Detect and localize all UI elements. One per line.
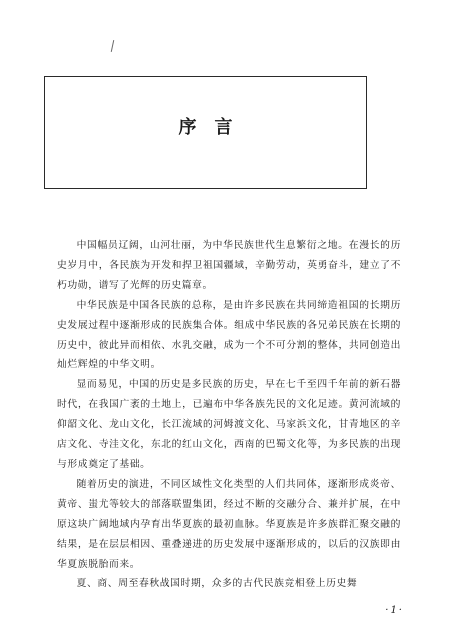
body-text	[57, 236, 401, 594]
paragraph-3: 显而易见，中国的历史是多民族的历史，早在七千至四千年前的新石器时代，在我国广袤的土地上，已遍布中华各族先民的文化足迹。黄河流域的仰韶文化、龙山文化，长江流域的河姆渡文化、马家浜文化，甘青地区的辛店文化、寺洼文化，东北的红山文化，西南的巴蜀文化等，为多民族的出现与形成奠定了基础。	[57, 379, 401, 470]
paragraph-2: 中华民族是中国各民族的总称，是由许多民族在共同缔造祖国的长期历史发展过程中逐渐形成的民族集合体。组成中华民族的各兄弟民族在长期的历史中，彼此异而相依、水乳交融，成为一个不可分割的整体，共同创造出灿烂辉煌的中华文明。	[57, 299, 401, 371]
paragraph-4: 随着历史的演进，不同区域性文化类型的人们共同体，逐渐形成炎帝、黄帝、蚩尤等较大的部落联盟集团，经过不断的交融分合、兼并扩展，在中原这块广阔地域内孕育出华夏族的最初血脉。华夏族是许多族群汇聚交融的结果，是在层层相因、重叠递进的历史发展中逐渐形成的，以后的汉族即由华夏族脱胎而来。	[57, 478, 401, 570]
title-frame	[44, 76, 367, 189]
paragraph-5: 夏、商、周至春秋战国时期，众多的古代民族竞相登上历史舞	[76, 578, 358, 590]
pen-mark	[111, 40, 114, 52]
paragraph-1: 中国幅员辽阔，山河壮丽，为中华民族世代生息繁衍之地。在漫长的历史岁月中，各民族为开发和捍卫祖国疆域，辛勤劳动，英勇奋斗，建立了不朽功勋，谱写了光辉的历史篇章。	[57, 240, 401, 291]
page-number: ·1·	[385, 605, 404, 616]
page-title: 序 言	[178, 117, 233, 138]
